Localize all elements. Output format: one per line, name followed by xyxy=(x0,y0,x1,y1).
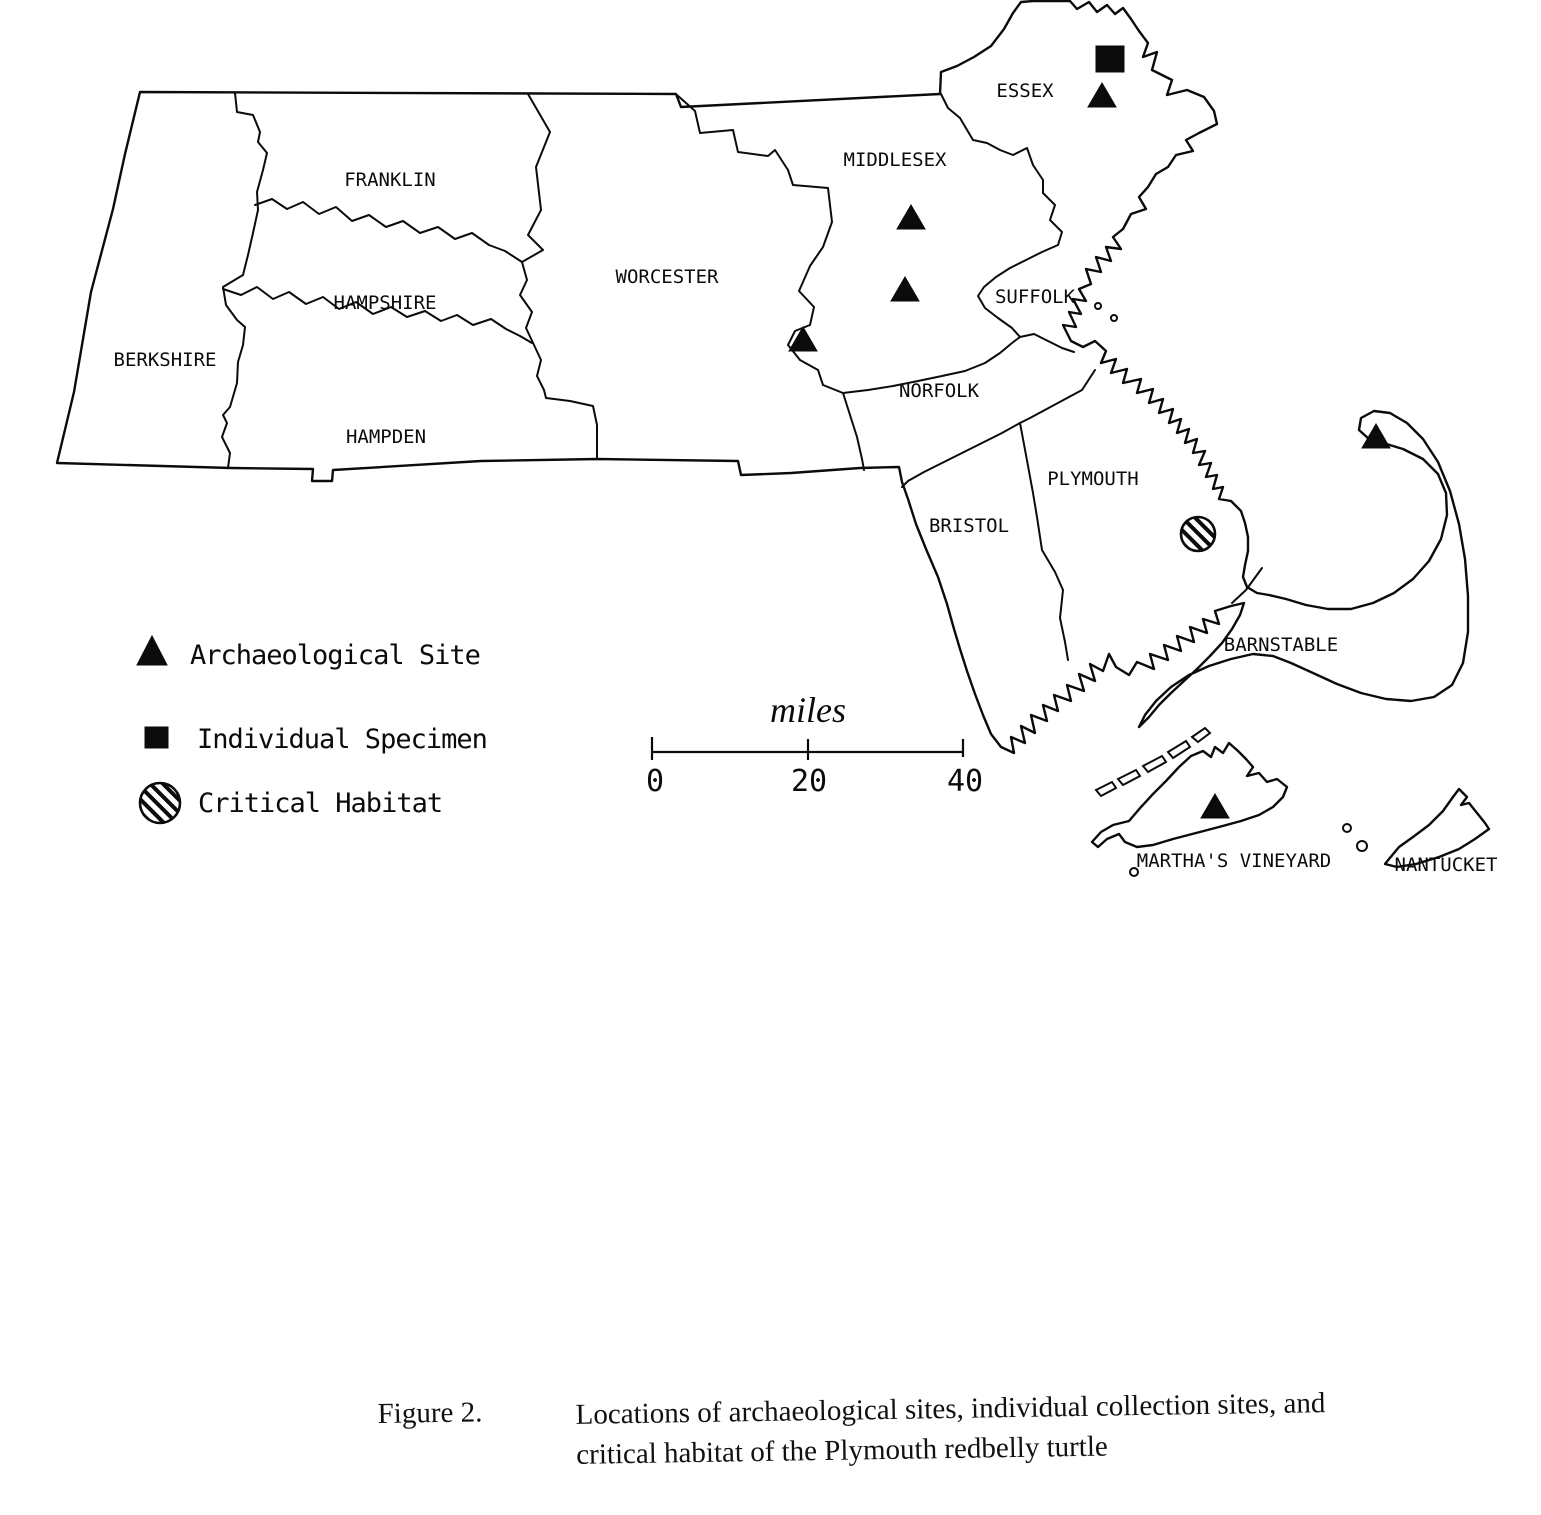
island-label-marthas-vineyard: MARTHA'S VINEYARD xyxy=(1136,850,1332,872)
county-label-plymouth: PLYMOUTH xyxy=(1047,468,1139,490)
county-label-barnstable: BARNSTABLE xyxy=(1223,634,1339,656)
figure-number: Figure 2. xyxy=(377,1396,483,1431)
caption-line-1: Locations of archaeological sites, individual collection sites, and xyxy=(575,1387,1326,1431)
small-islets xyxy=(1095,303,1367,876)
county-label-essex: ESSEX xyxy=(996,80,1054,102)
figure-caption-text xyxy=(575,1383,1326,1475)
scale-bar-title: miles xyxy=(770,690,846,730)
scale-tick-0: 0 xyxy=(645,764,665,799)
archaeological-site-marker xyxy=(891,277,919,301)
county-label-hampshire: HAMPSHIRE xyxy=(333,292,437,314)
boundary-berkshire-east xyxy=(222,93,267,468)
county-label-franklin: FRANKLIN xyxy=(344,169,436,191)
elizabeth-islands xyxy=(1096,728,1210,796)
archaeological-site-marker xyxy=(897,205,925,229)
legend-critical-habitat-label: Critical Habitat xyxy=(198,788,443,819)
figure-caption xyxy=(377,1381,1468,1478)
scale-bar xyxy=(646,690,983,799)
legend xyxy=(137,636,487,823)
island-marthas-vineyard xyxy=(1092,743,1287,847)
county-label-middlesex: MIDDLESEX xyxy=(843,149,947,171)
county-label-norfolk: NORFOLK xyxy=(898,380,980,402)
county-label-hampden: HAMPDEN xyxy=(345,426,427,448)
legend-critical-habitat-icon xyxy=(140,783,180,823)
county-label-berkshire: BERKSHIRE xyxy=(113,349,217,371)
caption-line-2: critical habitat of the Plymouth redbelly turtle xyxy=(576,1430,1108,1471)
legend-individual-specimen-icon xyxy=(145,727,168,748)
county-label-bristol: BRISTOL xyxy=(928,515,1010,537)
legend-individual-specimen-label: Individual Specimen xyxy=(197,724,487,755)
individual-specimen-marker xyxy=(1096,46,1124,72)
archaeological-site-marker xyxy=(1088,83,1116,107)
boundary-worcester-west xyxy=(520,94,597,459)
scale-tick-20: 20 xyxy=(790,764,828,799)
island-label-nantucket: NANTUCKET xyxy=(1394,854,1498,876)
scale-tick-40: 40 xyxy=(946,764,984,799)
archaeological-site-marker xyxy=(789,327,817,351)
region-labels xyxy=(114,80,1498,876)
critical-habitat-marker xyxy=(1181,517,1215,551)
boundary-bristol-plymouth xyxy=(1020,423,1068,660)
county-label-suffolk: SUFFOLK xyxy=(994,286,1076,308)
county-label-worcester: WORCESTER xyxy=(615,266,719,288)
boundary-essex-west xyxy=(941,94,1062,245)
legend-archaeological-site-icon xyxy=(137,636,167,665)
boundary-franklin-hampshire xyxy=(255,199,522,262)
archaeological-site-marker xyxy=(1201,794,1229,818)
legend-archaeological-site-label: Archaeological Site xyxy=(190,640,480,671)
